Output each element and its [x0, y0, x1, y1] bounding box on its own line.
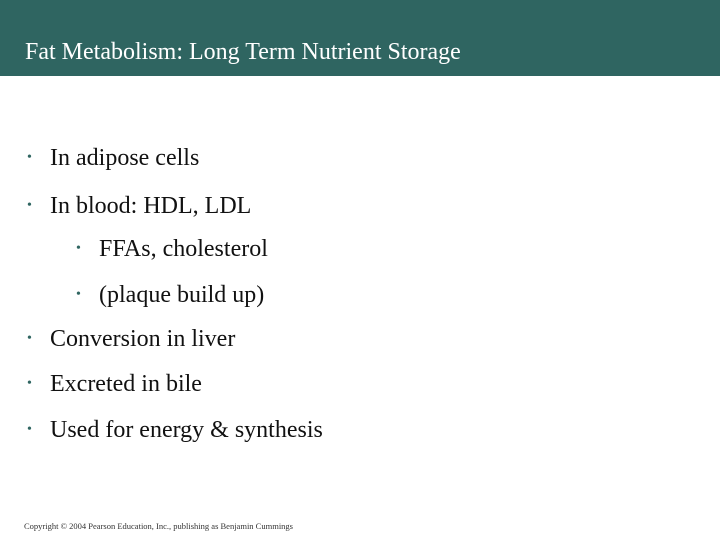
sub-bullet-item: [76, 279, 264, 311]
bullet-text: FFAs, cholesterol: [99, 236, 268, 262]
slide-title: Fat Metabolism: Long Term Nutrient Storage: [25, 39, 461, 65]
bullet-icon: •: [76, 241, 81, 256]
bullet-text: In blood: HDL, LDL: [50, 193, 252, 219]
bullet-icon: •: [76, 287, 81, 302]
copyright-notice: Copyright © 2004 Pearson Education, Inc., publishing as Benjamin Cummings: [24, 521, 293, 531]
bullet-icon: •: [27, 331, 32, 346]
bullet-item: [27, 142, 199, 174]
sub-bullet-item: [76, 233, 268, 265]
bullet-icon: •: [27, 150, 32, 165]
bullet-text: Used for energy & synthesis: [50, 417, 323, 443]
bullet-icon: •: [27, 376, 32, 391]
bullet-item: [27, 323, 235, 355]
bullet-text: Excreted in bile: [50, 371, 202, 397]
bullet-item: [27, 368, 202, 400]
bullet-item: [27, 414, 323, 446]
bullet-text: In adipose cells: [50, 145, 200, 171]
bullet-text: (plaque build up): [99, 282, 265, 308]
bullet-icon: •: [27, 422, 32, 437]
bullet-icon: •: [27, 198, 32, 213]
bullet-text: Conversion in liver: [50, 326, 236, 352]
bullet-item: [27, 190, 251, 222]
